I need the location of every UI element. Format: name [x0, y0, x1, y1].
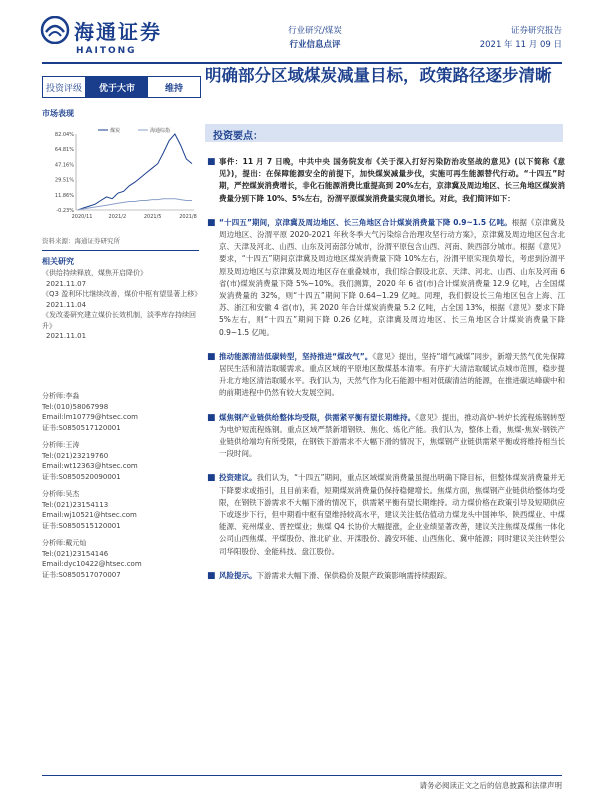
analyst-cert: 证书:S0850517070007 [42, 570, 121, 579]
related-item [42, 268, 202, 289]
haitong-logo-icon [40, 16, 70, 44]
y-tick-label: 11.86% [54, 192, 74, 199]
y-tick-label: 64.81% [54, 147, 74, 154]
analyst-cert: 证书:S0850515120001 [42, 521, 121, 530]
rating-label: 投资评级 [43, 77, 86, 97]
logo-en-text: HAITONG [76, 46, 137, 56]
report-date: 2021 年 11 月 09 日 [479, 40, 562, 50]
key-points-list [205, 156, 565, 594]
analyst-card [42, 489, 202, 531]
analyst-name: 分析师:吴杰 [42, 490, 80, 498]
analyst-card [42, 538, 202, 580]
market-chart-svg [42, 122, 199, 222]
key-point-bullet [205, 351, 565, 400]
related-item [42, 310, 202, 342]
analyst-tel: Tel:(021)23219760 [42, 451, 109, 460]
key-point-bullet [205, 217, 565, 339]
related-date: 2021.11.01 [46, 332, 87, 340]
footer-disclaimer: 请务必阅读正文之后的信息披露和法律声明 [419, 781, 562, 790]
x-tick-label: 2021/2 [108, 214, 127, 220]
analyst-card [42, 391, 202, 433]
bullet-text: 下游需求大幅下滑、保供稳价及限产政策影响需持续跟踪。 [256, 570, 452, 580]
report-meta [440, 24, 562, 52]
x-tick-label: 2020/11 [71, 214, 93, 220]
analyst-cert: 证书:S0850520090001 [42, 472, 121, 481]
key-point-bullet [205, 156, 565, 205]
bullet-text: 我们认为，“十四五”期间，重点区域煤炭消费量虽提出明确下降目标，但整体煤炭消费量并无下降要求或指引，且目前来看，短期煤炭消费量仍保持稳健增长。焦煤方面，焦煤钢产业链供给整体均受限，在钢铁下游需求不大幅下滑的情况下，供需紧平衡有望长期维持。动力煤价格在政策引导及短期供应下或逐步下行，但中期看中枢有望维持较高水平，建议关注低估值动力煤龙头中国神华、陕西煤业、中煤能源、兖州煤业、晋控煤业；焦煤 Q4 长协价大幅提涨，企业业绩显著改善，建议关注焦煤及煤焦一体化公司山西焦煤、平煤股份、淮北矿业、开滦股份、潞安环能、山西焦化、冀中能源；同时建议关注转型公司华阳股份、金能科技、盘江股份。 [219, 473, 565, 556]
footer-divider [42, 775, 562, 776]
key-points-header [205, 124, 563, 142]
bullet-marker-icon: ■ [207, 473, 216, 484]
rating-status: 维持 [164, 83, 183, 94]
bullet-text: 事件：11 月 7 日晚，中共中央 国务院发布《关于深入打好污染防治攻坚战的意见》(以下简称《意见》)，提出：在保障能源安全的前提下，加快煤炭减量步伐，实施可再生能源替代行动。“十四五”时期，严控煤炭消费增长，非化石能源消费比重提高到 20%左右，京津冀及周边地区、长三角地区煤炭消费量分别下降 10%、5%左右，汾渭平原煤炭消费量实现负增长。对此，我们简评如下： [219, 157, 565, 203]
analyst-email: Email:dyc10422@htsec.com [42, 560, 142, 568]
market-heading: 市场表现 [42, 109, 74, 118]
bullet-marker-icon: ■ [207, 570, 216, 581]
bullet-marker-icon: ■ [207, 351, 216, 362]
y-tick-label: 47.16% [54, 162, 74, 169]
key-points-heading: 投资要点： [213, 131, 263, 142]
bullet-text: 根据《京津冀及周边地区、汾渭平原 2020-2021 年秋冬季大气污染综合治理攻坚行动方案》，京津冀及周边地区包含北京、天津及河北、山西、山东及河南部分城市，汾渭平原包含山西、河南、陕西部分城市。根据《意见》要求，“十四五”期间京津冀及周边地区煤炭消费量下降 10%左右，汾渭平原实现负增长，考虑到汾渭平原及周边地区与京津冀及周边地区存在重叠城市，我们综合假设北京、天津、河北、山西、山东及河南 6 省(市)煤炭消费量下降 5%~10%。我们测算，2020 年 6 省(市)合计煤炭消费量 12.9 亿吨，占全国煤炭消费量的 32%，则“十四五”期间下降 0.64~1.29 亿吨。同理，我们假设长三角地区包含上海、江苏、浙江和安徽 4 省(市)，其 2020 年合计煤炭消费量 5.2 亿吨，占全国 13%，根据《意见》要求下降 5%左右，则“十四五”期间下降 0.26 亿吨，京津冀及周边地区、长三角地区合计煤炭消费量下降 0.9~1.5 亿吨。 [219, 217, 565, 337]
legend-label: 海通综指 [150, 128, 171, 134]
key-point-bullet [205, 570, 565, 582]
analyst-card [42, 440, 202, 482]
bullet-text: 《意见》提出，推动高炉-转炉长流程炼钢转型为电炉短流程炼钢。重点区域严禁新增钢铁、焦化、炼化产能。我们认为，整体上看，焦煤-焦炭-钢铁产业链供给端均有所受限，在钢铁下游需求不大幅下滑的情况下，焦煤钢产业链供需紧平衡或将维持相当长一段时间。 [219, 412, 565, 459]
x-tick-label: 2021/8 [179, 214, 197, 220]
key-point-bullet [205, 472, 565, 557]
report-type: 证券研究报告 [510, 26, 562, 36]
analyst-name: 分析师:戴元灿 [42, 539, 87, 547]
bullet-lead: 风险提示。 [219, 570, 257, 580]
analyst-cert: 证书:S0850517120001 [42, 423, 121, 432]
bullet-text: 《意见》提出，坚持“增气减煤”同步，新增天然气优先保障居民生活和清洁取暖需求。重点区域的平原地区散煤基本清零。有序扩大清洁取暖试点城市范围，稳步提升北方地区清洁取暖水平。我们认为，天然气作为化石能源中相对低碳清洁的能源，在推进碳达峰碳中和的前期进程中仍然有较大发展空间。 [219, 351, 565, 398]
bullet-lead: “十四五”期间，京津冀及周边地区、长三角地区合计煤炭消费量下降 0.9~1.5 亿吨。 [219, 217, 512, 227]
related-title: 《供给持续释放，煤焦开启降价》 [42, 269, 147, 277]
analyst-email: Email:lm10779@htsec.com [42, 413, 138, 421]
analyst-email: Email:wj10521@htsec.com [42, 511, 137, 519]
analyst-list [42, 391, 202, 587]
bullet-lead: 推动能源清洁低碳转型，坚持推进“煤改气”。 [219, 351, 373, 361]
bullet-marker-icon: ■ [207, 412, 216, 423]
chart-source: 资料来源：海通证券研究所 [42, 237, 120, 245]
y-tick-label: 82.04% [54, 132, 74, 138]
analyst-name: 分析师:李淼 [42, 392, 80, 400]
related-heading: 相关研究 [42, 257, 74, 266]
subtype-label: 行业信息点评 [289, 40, 341, 50]
x-tick-label: 2021/5 [143, 214, 162, 220]
left-divider [42, 250, 199, 251]
related-item [42, 289, 202, 310]
legend-label: 煤炭 [110, 128, 121, 134]
category-label: 行业研究/煤炭 [288, 26, 342, 36]
analyst-tel: Tel:(021)23154113 [42, 500, 109, 509]
related-list [42, 268, 202, 342]
bullet-marker-icon: ■ [207, 217, 216, 228]
related-date: 2021.11.04 [46, 300, 87, 309]
key-point-bullet [205, 412, 565, 461]
market-chart [42, 122, 199, 222]
related-title: 《发改委研究建立煤价长效机制，淡季库存持续回升》 [42, 311, 196, 330]
analyst-name: 分析师:王涛 [42, 441, 80, 449]
rating-box [42, 76, 201, 98]
analyst-tel: Tel:(021)23154146 [42, 549, 109, 558]
rating-value: 优于大市 [86, 77, 148, 97]
analyst-tel: Tel:(010)58067998 [42, 402, 109, 411]
logo-cn-text: 海通证券 [74, 20, 162, 44]
report-title: 明确部分区域煤炭减量目标，政策路径逐步清晰 [205, 66, 552, 85]
report-category [270, 24, 360, 52]
bullet-lead: 投资建议。 [219, 473, 257, 483]
y-tick-label: 29.51% [54, 177, 74, 184]
related-title: 《Q3 盈利环比继续改善，煤价中枢有望显著上移》 [42, 290, 202, 298]
bullet-marker-icon: ■ [207, 157, 216, 167]
related-date: 2021.11.07 [46, 279, 87, 288]
bullet-lead: 煤焦钢产业链供给整体均受限，供需紧平衡有望长期维持。 [219, 412, 416, 422]
y-tick-label: -0.23% [56, 208, 74, 214]
analyst-email: Email:wt12363@htsec.com [42, 462, 138, 470]
